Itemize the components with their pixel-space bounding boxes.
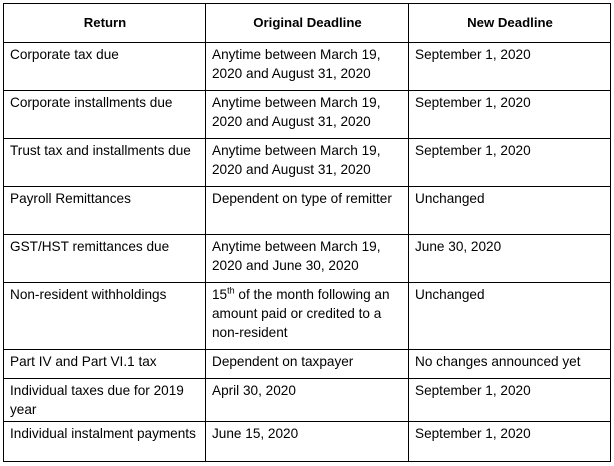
cell-new-deadline: No changes announced yet — [409, 350, 611, 379]
header-original-deadline: Original Deadline — [206, 4, 409, 43]
cell-original-deadline: Anytime between March 19, 2020 and August 31, 2020 — [206, 91, 409, 139]
cell-return: Individual instalment payments — [4, 422, 206, 462]
cell-original-deadline: Dependent on type of remitter — [206, 187, 409, 235]
table-row — [4, 422, 611, 462]
cell-new-deadline: September 1, 2020 — [409, 422, 611, 462]
cell-return: Part IV and Part VI.1 tax — [4, 350, 206, 379]
cell-original-deadline — [206, 283, 409, 350]
original-deadline-text: of the month following an amount paid or credited to a non-resident — [212, 287, 390, 340]
cell-original-deadline: Anytime between March 19, 2020 and June 30, 2020 — [206, 235, 409, 283]
cell-new-deadline: September 1, 2020 — [409, 379, 611, 422]
header-return: Return — [4, 4, 206, 43]
cell-return: Corporate installments due — [4, 91, 206, 139]
table-row — [4, 350, 611, 379]
cell-original-deadline: Anytime between March 19, 2020 and August 31, 2020 — [206, 139, 409, 187]
header-new-deadline: New Deadline — [409, 4, 611, 43]
table-row — [4, 235, 611, 283]
deadlines-table — [3, 3, 611, 462]
cell-return: Trust tax and installments due — [4, 139, 206, 187]
cell-new-deadline: June 30, 2020 — [409, 235, 611, 283]
cell-original-deadline: Anytime between March 19, 2020 and August 31, 2020 — [206, 43, 409, 91]
ordinal-suffix: th — [227, 285, 235, 296]
cell-new-deadline: September 1, 2020 — [409, 43, 611, 91]
cell-return: Non-resident withholdings — [4, 283, 206, 350]
cell-return: GST/HST remittances due — [4, 235, 206, 283]
cell-original-deadline: April 30, 2020 — [206, 379, 409, 422]
cell-return: Payroll Remittances — [4, 187, 206, 235]
cell-new-deadline: Unchanged — [409, 283, 611, 350]
cell-return: Individual taxes due for 2019 year — [4, 379, 206, 422]
table-row — [4, 283, 611, 350]
table-row — [4, 91, 611, 139]
table-row — [4, 187, 611, 235]
cell-new-deadline: September 1, 2020 — [409, 139, 611, 187]
cell-return: Corporate tax due — [4, 43, 206, 91]
cell-original-deadline: Dependent on taxpayer — [206, 350, 409, 379]
table-row — [4, 139, 611, 187]
table-row — [4, 43, 611, 91]
ordinal-number: 15 — [212, 287, 228, 302]
table-row — [4, 379, 611, 422]
table-header-row — [4, 4, 611, 43]
cell-new-deadline: September 1, 2020 — [409, 91, 611, 139]
cell-original-deadline: June 15, 2020 — [206, 422, 409, 462]
cell-new-deadline: Unchanged — [409, 187, 611, 235]
